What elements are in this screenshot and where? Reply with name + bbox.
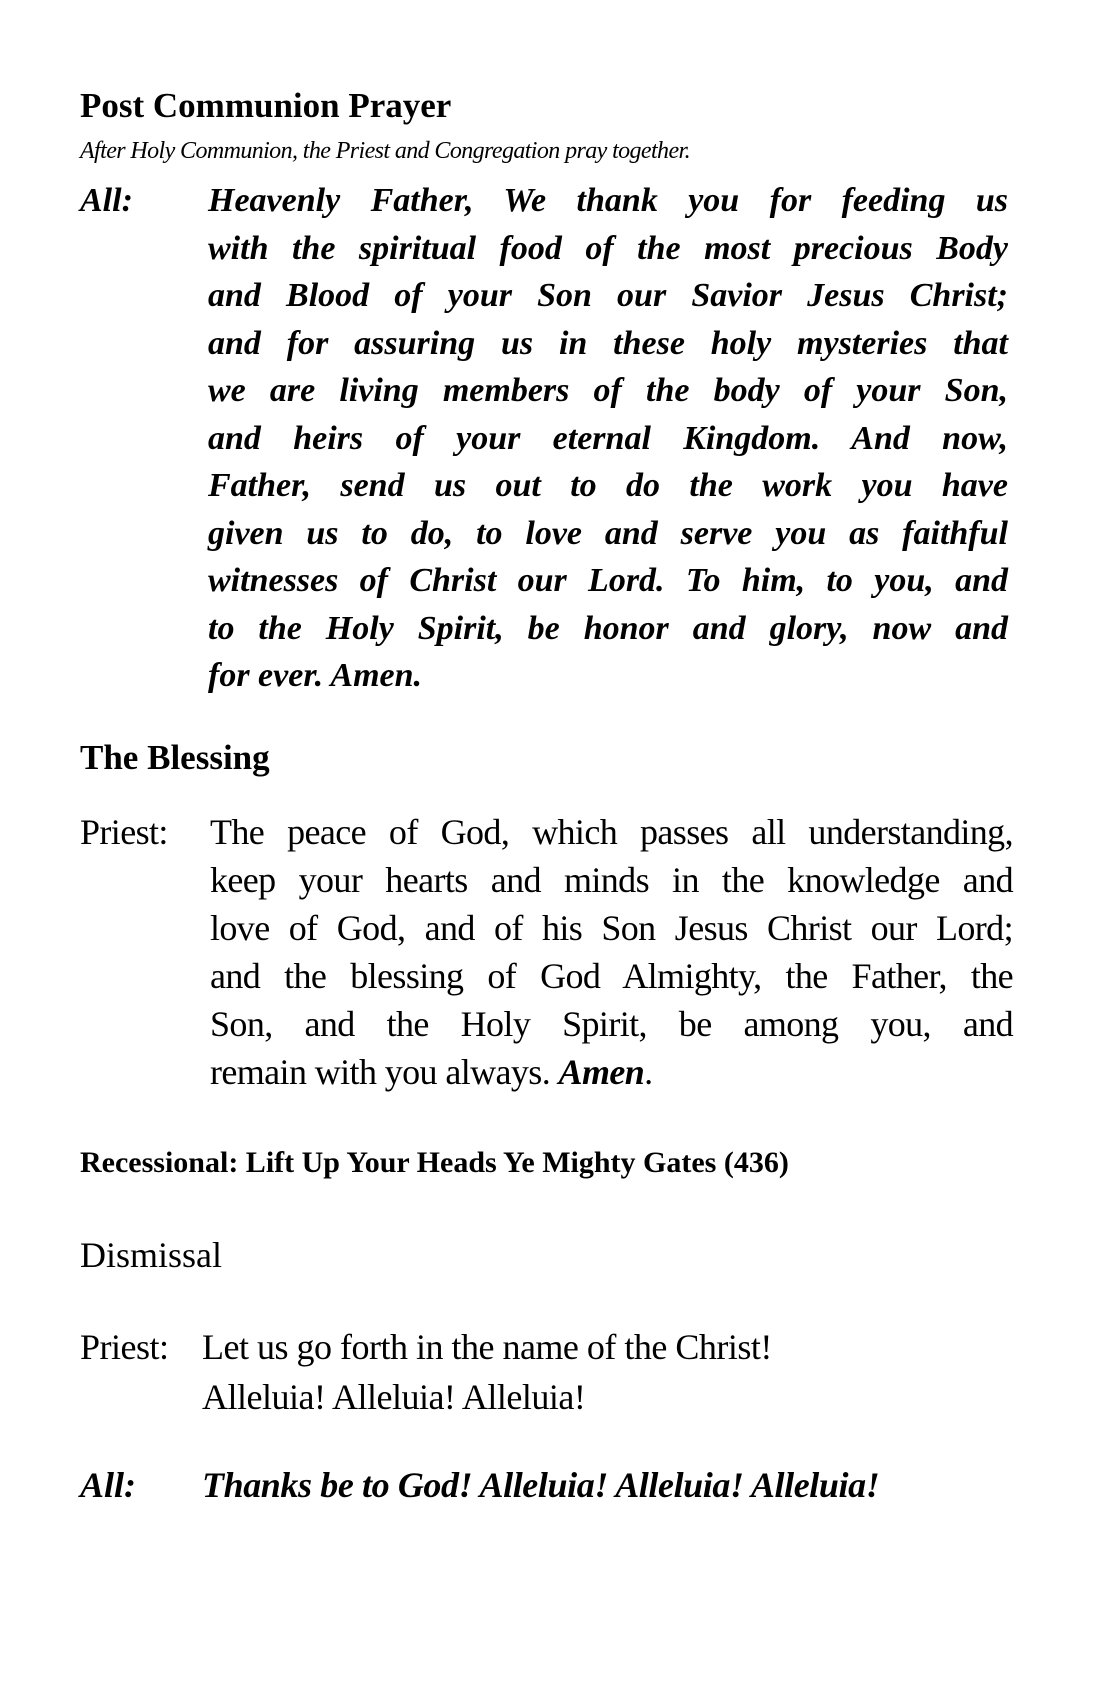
all-speaker-label: All: — [80, 182, 133, 219]
prayer-line: and for assuring us in these holy mysteries that — [208, 324, 1008, 362]
blessing-line: and the blessing of God Almighty, the Father, the — [210, 956, 1013, 996]
prayer-line: with the spiritual food of the most precious Body — [208, 229, 1008, 267]
blessing-line: Son, and the Holy Spirit, be among you, and — [210, 1004, 1013, 1044]
prayer-line: and Blood of your Son our Savior Jesus Christ; — [208, 277, 1008, 314]
prayer-line: given us to do, to love and serve you as faithful — [208, 514, 1008, 552]
all-response-text: Thanks be to God! Alleluia! Alleluia! Alleluia! — [202, 1465, 880, 1505]
prayer-line: Heavenly Father, We thank you for feeding us — [208, 182, 1008, 219]
prayer-line: witnesses of Christ our Lord. To him, to you, and — [208, 562, 1008, 599]
prayer-line: we are living members of the body of your Son, — [208, 372, 1008, 409]
blessing-line — [210, 1048, 1013, 1096]
prayer-line: for ever. Amen. — [208, 657, 423, 694]
recessional-hymn: Recessional: Lift Up Your Heads Ye Mighty Gates (436) — [80, 1146, 789, 1179]
blessing-last-text: remain with you always. — [210, 1052, 551, 1092]
prayer-line: to the Holy Spirit, be honor and glory, now and — [208, 609, 1008, 647]
blessing-last-punct: . — [644, 1052, 653, 1092]
blessing-line: The peace of God, which passes all understanding, — [210, 812, 1013, 852]
blessing-heading: The Blessing — [80, 738, 270, 777]
blessing-line: keep your hearts and minds in the knowledge and — [210, 860, 1013, 900]
blessing-text — [210, 808, 1013, 1096]
post-communion-prayer — [208, 177, 1008, 700]
priest-speaker-label: Priest: — [80, 812, 168, 852]
dismissal-heading: Dismissal — [80, 1235, 223, 1275]
post-communion-heading: Post Communion Prayer — [80, 86, 452, 125]
prayer-line: Father, send us out to do the work you have — [208, 467, 1008, 504]
blessing-line: love of God, and of his Son Jesus Christ our Lord; — [210, 908, 1013, 948]
prayer-line: and heirs of your eternal Kingdom. And now, — [208, 419, 1008, 457]
post-communion-rubric: After Holy Communion, the Priest and Congregation pray together. — [80, 138, 690, 164]
amen-response: Amen — [558, 1052, 645, 1092]
dismissal-line: Alleluia! Alleluia! Alleluia! — [202, 1377, 586, 1417]
dismissal-line: Let us go forth in the name of the Christ! — [202, 1327, 772, 1367]
priest-dismissal-label: Priest: — [80, 1327, 169, 1367]
all-response-label: All: — [80, 1465, 137, 1505]
dismissal-text — [202, 1322, 772, 1422]
